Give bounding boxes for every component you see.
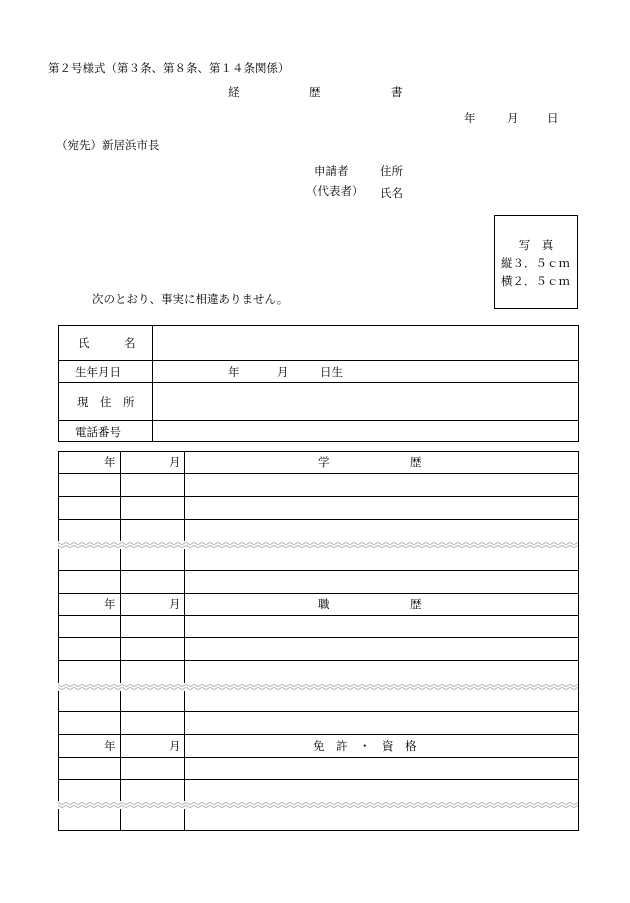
row-break-wave <box>58 541 578 549</box>
form-number: 第２号様式（第３条、第８条、第１４条関係） <box>48 61 290 75</box>
birth-year-label: 年 <box>228 365 240 379</box>
month-column-divider <box>184 451 185 831</box>
history-frame <box>58 451 579 831</box>
name-label: 氏 名 <box>78 336 136 350</box>
license-year-header: 年 <box>104 739 116 753</box>
addressee: （宛先）新居浜市長 <box>56 138 160 152</box>
document-title-char-3: 書 <box>391 85 403 99</box>
applicant-address-label: 住所 <box>380 164 403 178</box>
education-year-header: 年 <box>104 455 116 469</box>
phone-label: 電話番号 <box>75 425 121 439</box>
date-month: 月 <box>507 111 519 125</box>
education-header: 学 歴 <box>318 455 422 469</box>
birthdate-label: 生年月日 <box>75 365 121 379</box>
declaration: 次のとおり、事実に相違ありません。 <box>92 292 289 306</box>
license-header: 免 許 ・ 資 格 <box>313 739 417 753</box>
photo-height: 縦３．５ｃｍ <box>501 256 570 270</box>
current-address-label: 現 住 所 <box>77 395 135 409</box>
license-month-header: 月 <box>169 739 181 753</box>
photo-placeholder <box>494 215 578 309</box>
applicant-name-label: 氏名 <box>380 186 403 200</box>
representative-label: （代表者） <box>306 184 364 198</box>
date-year: 年 <box>464 111 476 125</box>
photo-width: 横２．５ｃｍ <box>501 274 570 288</box>
photo-title: 写 真 <box>518 238 554 252</box>
document-title-char-1: 経 <box>228 85 240 99</box>
current-address-field[interactable] <box>153 383 577 420</box>
date-day: 日 <box>547 111 559 125</box>
row-break-wave <box>58 683 578 691</box>
career-year-header: 年 <box>104 597 116 611</box>
phone-field[interactable] <box>153 421 577 441</box>
applicant-label: 申請者 <box>314 164 349 178</box>
birth-day-label: 日生 <box>320 365 343 379</box>
education-month-header: 月 <box>169 455 181 469</box>
birth-month-label: 月 <box>277 365 289 379</box>
name-field[interactable] <box>153 326 577 360</box>
row-break-wave <box>58 801 578 809</box>
year-column-divider <box>120 451 121 831</box>
career-month-header: 月 <box>169 597 181 611</box>
document-title-char-2: 歴 <box>309 85 321 99</box>
career-header: 職 歴 <box>318 597 422 611</box>
